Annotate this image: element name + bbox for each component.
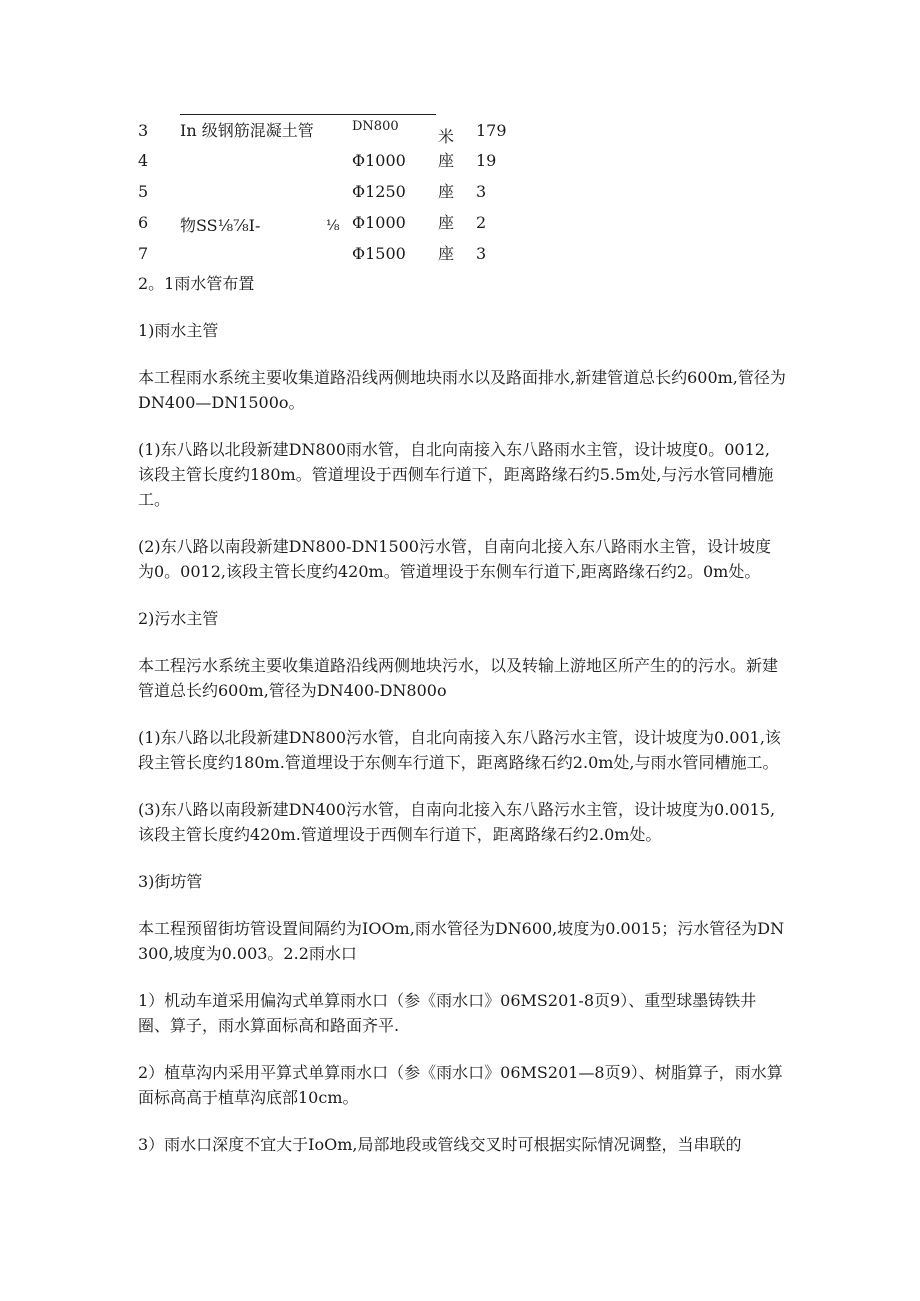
body-paragraph: (3)东八路以南段新建DN400污水管，自南向北接入东八路污水主管，设计坡度为0.0015,该段主管长度约420m.管道埋设于西侧车行道下，距离路缘石约2.0m处。 xyxy=(138,800,776,844)
table-row xyxy=(0,243,920,267)
body-paragraph: 1）机动车道采用偏沟式单算雨水口（参《雨水口》06MS201-8页9）、重型球墨铸铁井圈、算子，雨水算面标高和路面齐平. xyxy=(138,991,757,1035)
item-unit: 座 xyxy=(438,151,455,170)
item-qty: 3 xyxy=(476,244,487,263)
item-spec: Φ1000 xyxy=(352,213,406,232)
table-row xyxy=(0,150,920,174)
body-paragraph: 本工程雨水系统主要收集道路沿线两侧地块雨水以及路面排水,新建管道总长约600m,管径为DN400—DN1500o。 xyxy=(138,368,786,412)
section-heading: 2。1雨水管布置 xyxy=(138,274,255,293)
document-body xyxy=(138,271,786,1179)
body-paragraph: (1)东八路以北段新建DN800污水管，自北向南接入东八路污水主管，设计坡度为0.001,该段主管长度约180m.管道埋设于东侧车行道下，距离路缘石约2.0m处,与雨水管同槽施工。 xyxy=(138,728,781,772)
item-unit: 座 xyxy=(438,213,455,232)
item-fraction: ⅛ xyxy=(326,218,340,234)
body-paragraph: 本工程预留街坊管设置间隔约为IOOm,雨水管径为DN600,坡度为0.0015；污水管径为DN300,坡度为0.003。2.2雨水口 xyxy=(138,919,785,963)
item-unit: 座 xyxy=(438,182,455,201)
subsection-heading: 2)污水主管 xyxy=(138,609,219,628)
item-spec: DN800 xyxy=(352,119,399,134)
body-paragraph: (1)东八路以北段新建DN800雨水管，自北向南接入东八路雨水主管，设计坡度0。0012,该段主管长度约180m。管道埋设于西侧车行道下，距离路缘石约5.5m处,与污水管同槽施工。 xyxy=(138,440,774,509)
item-qty: 2 xyxy=(476,213,487,232)
item-qty: 19 xyxy=(476,151,497,170)
item-qty: 179 xyxy=(476,121,507,140)
item-name: In 级钢筋混凝土管 xyxy=(180,121,314,140)
row-number: 3 xyxy=(138,121,149,140)
row-number: 7 xyxy=(138,244,149,263)
subsection-heading: 3)街坊管 xyxy=(138,872,203,891)
row-number: 5 xyxy=(138,182,149,201)
item-spec: Φ1000 xyxy=(352,151,406,170)
body-paragraph: 本工程污水系统主要收集道路沿线两侧地块污水，以及转输上游地区所产生的的污水。新建管道总长约600m,管径为DN400-DN800o xyxy=(138,656,779,700)
item-name: 物SS⅛⅞I- xyxy=(180,216,261,235)
table-row xyxy=(0,120,920,144)
table-top-rule xyxy=(180,114,436,115)
item-qty: 3 xyxy=(476,182,487,201)
item-spec: Φ1250 xyxy=(352,182,406,201)
row-number: 4 xyxy=(138,151,149,170)
body-paragraph: 3）雨水口深度不宜大于IoOm,局部地段或管线交叉时可根据实际情况调整，当串联的 xyxy=(138,1135,742,1154)
table-row xyxy=(0,212,920,236)
item-spec: Φ1500 xyxy=(352,244,406,263)
item-unit: 米 xyxy=(438,127,455,146)
row-number: 6 xyxy=(138,213,149,232)
body-paragraph: 2）植草沟内采用平算式单算雨水口（参《雨水口》06MS201—8页9）、树脂算子，雨水算面标高高于植草沟底部10cm。 xyxy=(138,1063,783,1107)
item-unit: 座 xyxy=(438,244,455,263)
body-paragraph: (2)东八路以南段新建DN800-DN1500污水管，自南向北接入东八路雨水主管，设计坡度为0。0012,该段主管长度约420m。管道埋设于东侧车行道下,距离路缘石约2。0m处。 xyxy=(138,537,771,581)
table-row xyxy=(0,181,920,205)
subsection-heading: 1)雨水主管 xyxy=(138,321,219,340)
